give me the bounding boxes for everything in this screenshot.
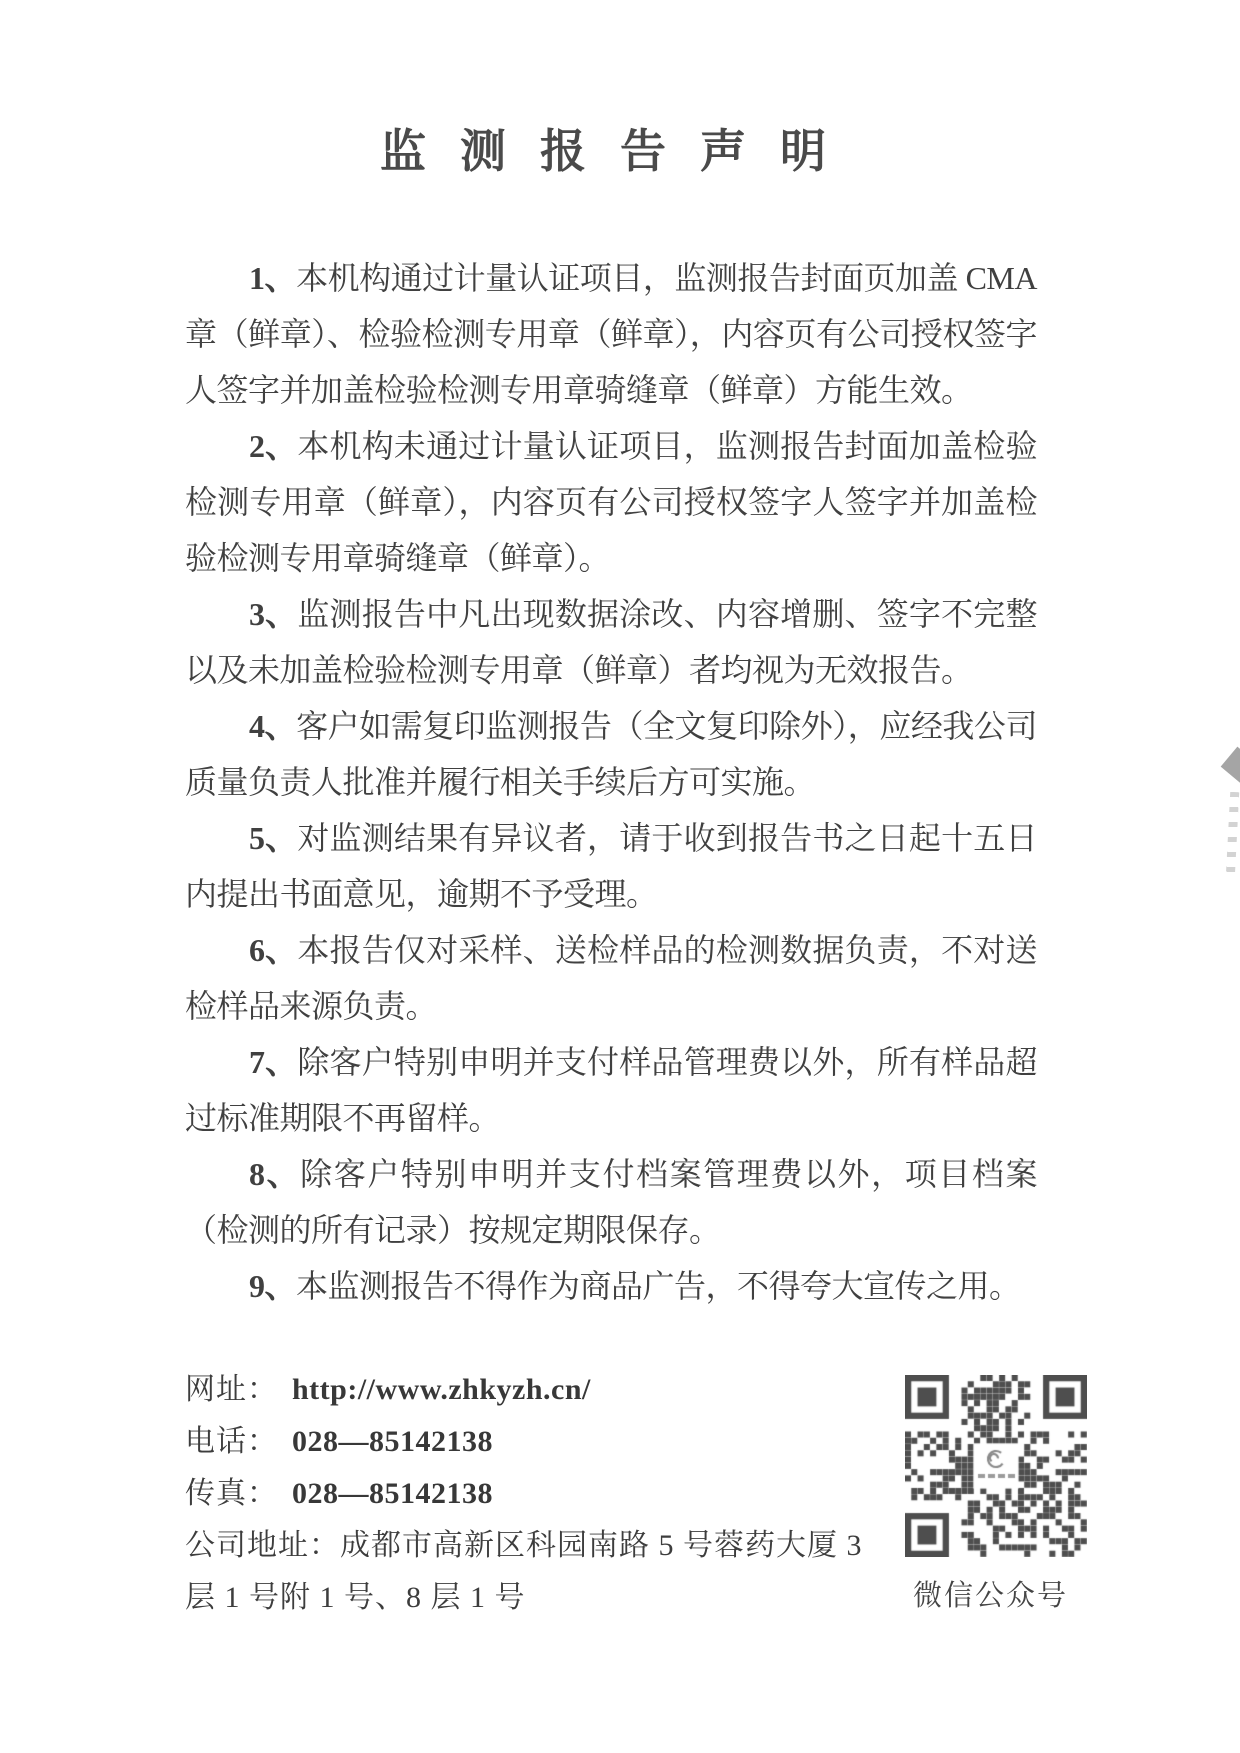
statement-item [185,810,1037,922]
wechat-qr-block [905,1375,1087,1614]
statement-text: 本机构未通过计量认证项目，监测报告封面加盖检验检测专用章（鲜章），内容页有公司授权签字人签字并加盖检验检测专用章骑缝章（鲜章）。 [185,428,1037,576]
fax-label: 传真： [185,1477,278,1510]
website-label: 网址： [185,1373,278,1406]
statement-text: 本机构通过计量认证项目，监测报告封面页加盖 CMA 章（鲜章）、检验检测专用章（鲜章），内容页有公司授权签字人签字并加盖检验检测专用章骑缝章（鲜章）方能生效。 [185,260,1037,408]
address-line1: 成都市高新区科园南路 5 号蓉药大厦 3 [340,1529,863,1562]
statement-item [185,1146,1037,1258]
website-url: http://www.zhkyzh.cn/ [292,1373,591,1406]
address-label: 公司地址： [185,1529,340,1562]
address-line2: 层 1 号附 1 号、8 层 1 号 [185,1581,526,1614]
statement-item [185,250,1037,418]
scan-artifact-marks [1226,792,1239,878]
statement-text: 除客户特别申明并支付档案管理费以外，项目档案（检测的所有记录）按规定期限保存。 [185,1156,1037,1248]
phone-number: 028—85142138 [292,1425,493,1458]
statement-item [185,698,1037,810]
statement-text: 对监测结果有异议者，请于收到报告书之日起十五日内提出书面意见，逾期不予受理。 [185,820,1037,912]
statements-section [185,250,1037,1314]
statement-number: 7、 [249,1044,298,1080]
statement-number: 6、 [249,932,298,968]
statement-number: 1、 [249,260,297,296]
statement-number: 5、 [249,820,298,856]
contact-section [185,1364,905,1624]
phone-label: 电话： [185,1425,278,1458]
statement-item [185,586,1037,698]
statement-item [185,1034,1037,1146]
address-row [185,1520,905,1572]
fax-number: 028—85142138 [292,1477,493,1510]
statement-number: 9、 [249,1268,297,1304]
fax-row [185,1468,905,1520]
statement-item [185,418,1037,586]
statement-text: 本监测报告不得作为商品广告，不得夸大宣传之用。 [296,1268,1021,1304]
wechat-qr-caption: 微信公众号 [913,1580,1069,1612]
statement-number: 4、 [249,708,297,744]
scan-artifact-wedge [1221,747,1240,784]
phone-row [185,1416,905,1468]
website-row [185,1364,905,1416]
statement-text: 监测报告中凡出现数据涂改、内容增删、签字不完整以及未加盖检验检测专用章（鲜章）者均视为无效报告。 [185,596,1037,688]
statement-item [185,1258,1037,1314]
wechat-qr-code [905,1375,1087,1557]
statement-text: 本报告仅对采样、送检样品的检测数据负责，不对送检样品来源负责。 [185,932,1037,1024]
statement-number: 3、 [249,596,298,632]
statement-item [185,922,1037,1034]
statement-number: 8、 [249,1156,301,1192]
statement-text: 客户如需复印监测报告（全文复印除外），应经我公司质量负责人批准并履行相关手续后方可实施。 [185,708,1037,800]
statement-text: 除客户特别申明并支付样品管理费以外，所有样品超过标准期限不再留样。 [185,1044,1037,1136]
page-title: 监测报告声明 [380,126,860,177]
statement-number: 2、 [249,428,298,464]
